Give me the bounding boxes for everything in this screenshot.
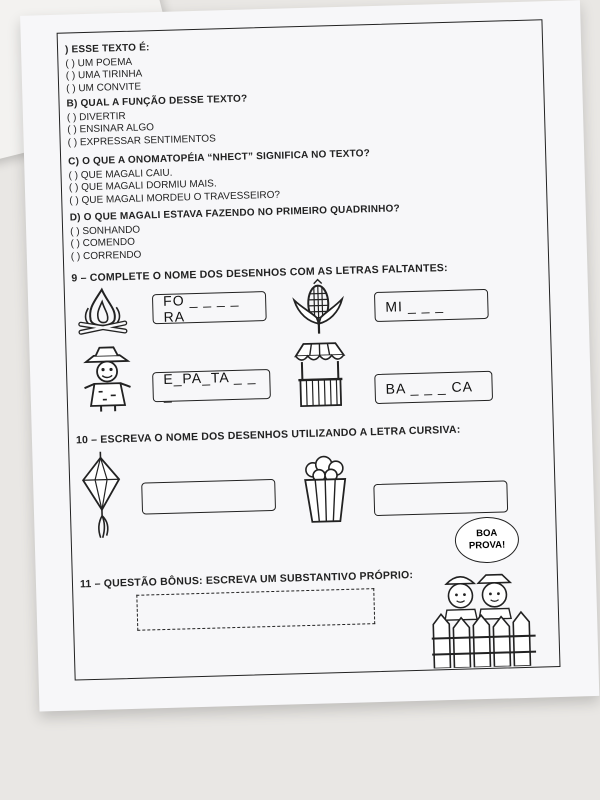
question-d-option: ( ) COMENDO bbox=[70, 236, 136, 250]
lantern-cursive-box[interactable] bbox=[141, 479, 276, 515]
espantalho-word-box[interactable]: E_PA_TA _ _ _ bbox=[152, 369, 271, 402]
question-a-option: ( ) UMA TIRINHA bbox=[65, 68, 143, 82]
popcorn-cursive-box[interactable] bbox=[373, 480, 508, 516]
question-b-option: ( ) EXPRESSAR SENTIMENTOS bbox=[67, 132, 216, 149]
bonfire-icon bbox=[74, 285, 132, 343]
bonus-answer-box[interactable] bbox=[136, 588, 375, 631]
paper-lantern-icon bbox=[76, 449, 127, 542]
children-fence-icon bbox=[430, 562, 543, 669]
question-d bbox=[70, 203, 402, 263]
popcorn-icon bbox=[296, 453, 354, 525]
question-c-title: C) O QUE A ONOMATOPÉIA “NHECT” SIGNIFICA NO TEXTO? bbox=[68, 148, 371, 168]
question-b bbox=[66, 94, 248, 150]
question-11-title: 11 – QUESTÃO BÔNUS: ESCREVA UM SUBSTANTIVO PRÓPRIO: bbox=[79, 569, 414, 591]
bubble-line-2: PROVA! bbox=[468, 539, 506, 552]
question-a-option: ( ) UM POEMA bbox=[65, 56, 133, 70]
scarecrow-icon bbox=[79, 345, 135, 412]
question-b-option: ( ) ENSINAR ALGO bbox=[67, 122, 155, 136]
corn-icon bbox=[290, 277, 348, 339]
festival-stall-icon bbox=[291, 339, 349, 411]
question-10-title: 10 – ESCREVA O NOME DOS DESENHOS UTILIZANDO A LETRA CURSIVA: bbox=[75, 423, 461, 447]
question-d-option: ( ) SONHANDO bbox=[69, 224, 141, 238]
bubble-line-1: BOA bbox=[476, 527, 498, 540]
question-d-title: D) O QUE MAGALI ESTAVA FAZENDO NO PRIMEIRO QUADRINHO? bbox=[69, 203, 401, 224]
question-b-option: ( ) DIVERTIR bbox=[66, 110, 126, 124]
question-b-title: B) QUAL A FUNÇÃO DESSE TEXTO? bbox=[66, 93, 248, 110]
question-c-option: ( ) QUE MAGALI DORMIU MAIS. bbox=[68, 178, 217, 194]
question-c-option: ( ) QUE MAGALI CAIU. bbox=[68, 167, 173, 182]
question-d-option: ( ) CORRENDO bbox=[70, 249, 142, 262]
question-a-title: ) ESSE TEXTO É: bbox=[64, 42, 150, 56]
question-a-option: ( ) UM CONVITE bbox=[66, 80, 142, 95]
question-c-option: ( ) QUE MAGALI MORDEU O TRAVESSEIRO? bbox=[69, 189, 281, 207]
question-c bbox=[68, 148, 371, 207]
worksheet-page bbox=[20, 0, 599, 711]
milho-word-box[interactable]: MI _ _ _ bbox=[374, 289, 489, 322]
question-9-title: 9 – COMPLETE O NOME DOS DESENHOS COM AS LETRAS FALTANTES: bbox=[71, 261, 448, 285]
question-a bbox=[65, 42, 151, 95]
fogueira-word-box[interactable]: FO _ _ _ _ RA bbox=[152, 291, 267, 324]
barraca-word-box[interactable]: BA _ _ _ CA bbox=[374, 371, 493, 404]
